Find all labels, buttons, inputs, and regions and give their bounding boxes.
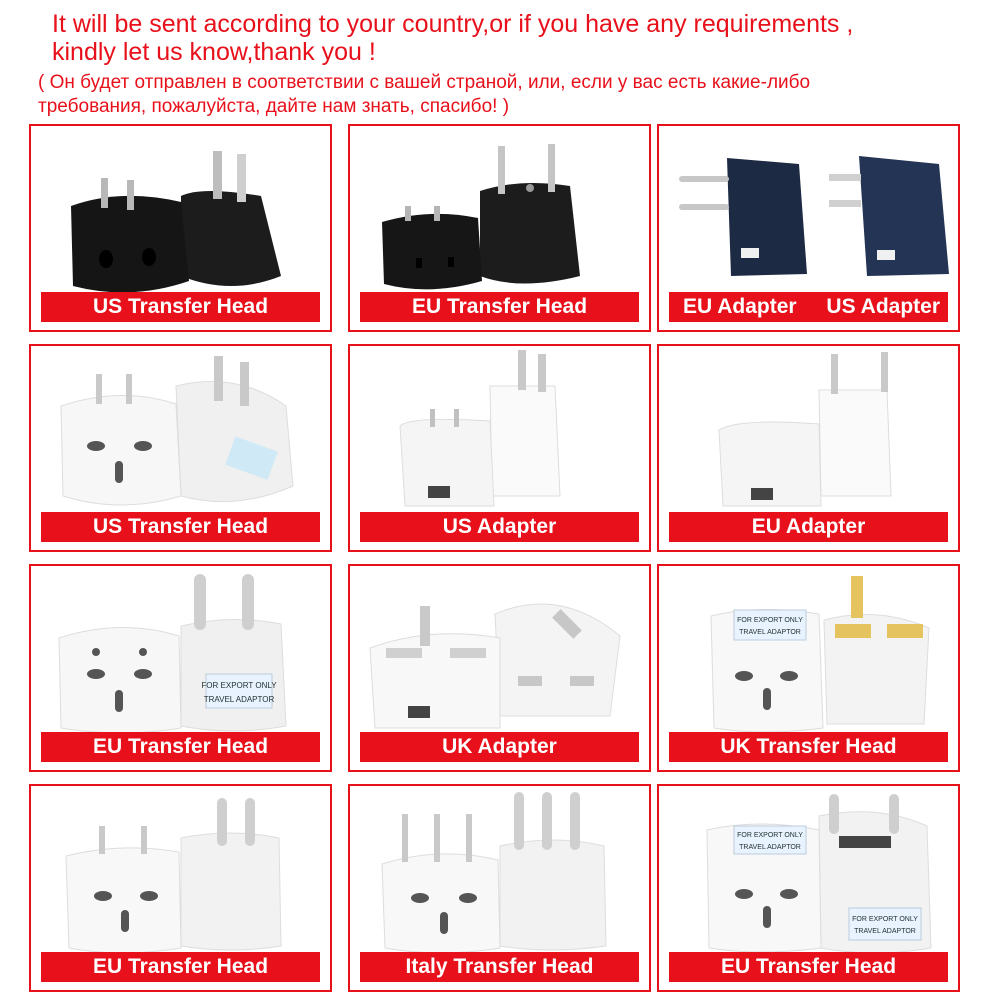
product-cell-9 [657, 564, 960, 772]
product-label: US Transfer Head [41, 292, 320, 322]
product-cell-8 [348, 564, 651, 772]
sticker-text-export: FOR EXPORT ONLY [201, 681, 277, 690]
product-label: EU Transfer Head [669, 952, 948, 982]
product-cell-10 [29, 784, 332, 992]
product-cell-4 [29, 344, 332, 552]
russian-notice-line2: требования, пожалуйста, дайте нам знать, спасибо! ) [38, 96, 510, 117]
product-cell-11 [348, 784, 651, 992]
product-label-eu-adapter: EU Adapter [683, 295, 797, 318]
english-notice [52, 10, 982, 66]
product-label: Italy Transfer Head [360, 952, 639, 982]
eu-usb-adapter-image [659, 346, 958, 514]
sticker-text-travel: TRAVEL ADAPTOR [739, 629, 801, 636]
product-cell-2 [348, 124, 651, 332]
header [0, 0, 1000, 120]
sticker-text-export: FOR EXPORT ONLY [737, 832, 803, 839]
uk-usb-adapter-image [350, 566, 649, 734]
product-cell-12 [657, 784, 960, 992]
english-notice-line1: It will be sent according to your country,or if you have any requirements , [52, 10, 854, 38]
us-usb-adapter-image [350, 346, 649, 514]
italy-transfer-head-image [350, 786, 649, 954]
product-cell-3 [657, 124, 960, 332]
us-transfer-head-image [31, 126, 330, 294]
sticker-text-travel: TRAVEL ADAPTOR [203, 695, 275, 704]
sticker-text-export: FOR EXPORT ONLY [852, 916, 918, 923]
sticker-text-travel: TRAVEL ADAPTOR [739, 844, 801, 851]
product-label: UK Transfer Head [669, 732, 948, 762]
russian-notice [38, 71, 988, 119]
eu-transfer-head-image [350, 126, 649, 294]
product-label: US Adapter [360, 512, 639, 542]
sticker-text-travel: TRAVEL ADAPTOR [854, 928, 916, 935]
product-cell-6 [657, 344, 960, 552]
schuko-transfer-head-image [659, 786, 958, 954]
eu-universal-transfer-head-image [31, 566, 330, 734]
us-universal-transfer-head-image [31, 346, 330, 514]
product-label-us-adapter: US Adapter [826, 295, 940, 318]
russian-notice-line1: ( Он будет отправлен в соответствии с вашей страной, или, если у вас есть какие-либо [38, 72, 811, 93]
product-label: EU Transfer Head [41, 952, 320, 982]
product-label: US Transfer Head [41, 512, 320, 542]
uk-transfer-head-image [659, 566, 958, 734]
product-label: EU Transfer Head [360, 292, 639, 322]
product-label: EU Adapter [669, 512, 948, 542]
eu-us-adapter-image [659, 126, 958, 294]
product-cell-5 [348, 344, 651, 552]
english-notice-line2: kindly let us know,thank you ! [52, 38, 376, 66]
product-label-pair [669, 292, 948, 322]
product-cell-1 [29, 124, 332, 332]
sticker-text-export: FOR EXPORT ONLY [737, 617, 803, 624]
product-label: EU Transfer Head [41, 732, 320, 762]
swiss-transfer-head-image [31, 786, 330, 954]
product-label: UK Adapter [360, 732, 639, 762]
product-cell-7 [29, 564, 332, 772]
